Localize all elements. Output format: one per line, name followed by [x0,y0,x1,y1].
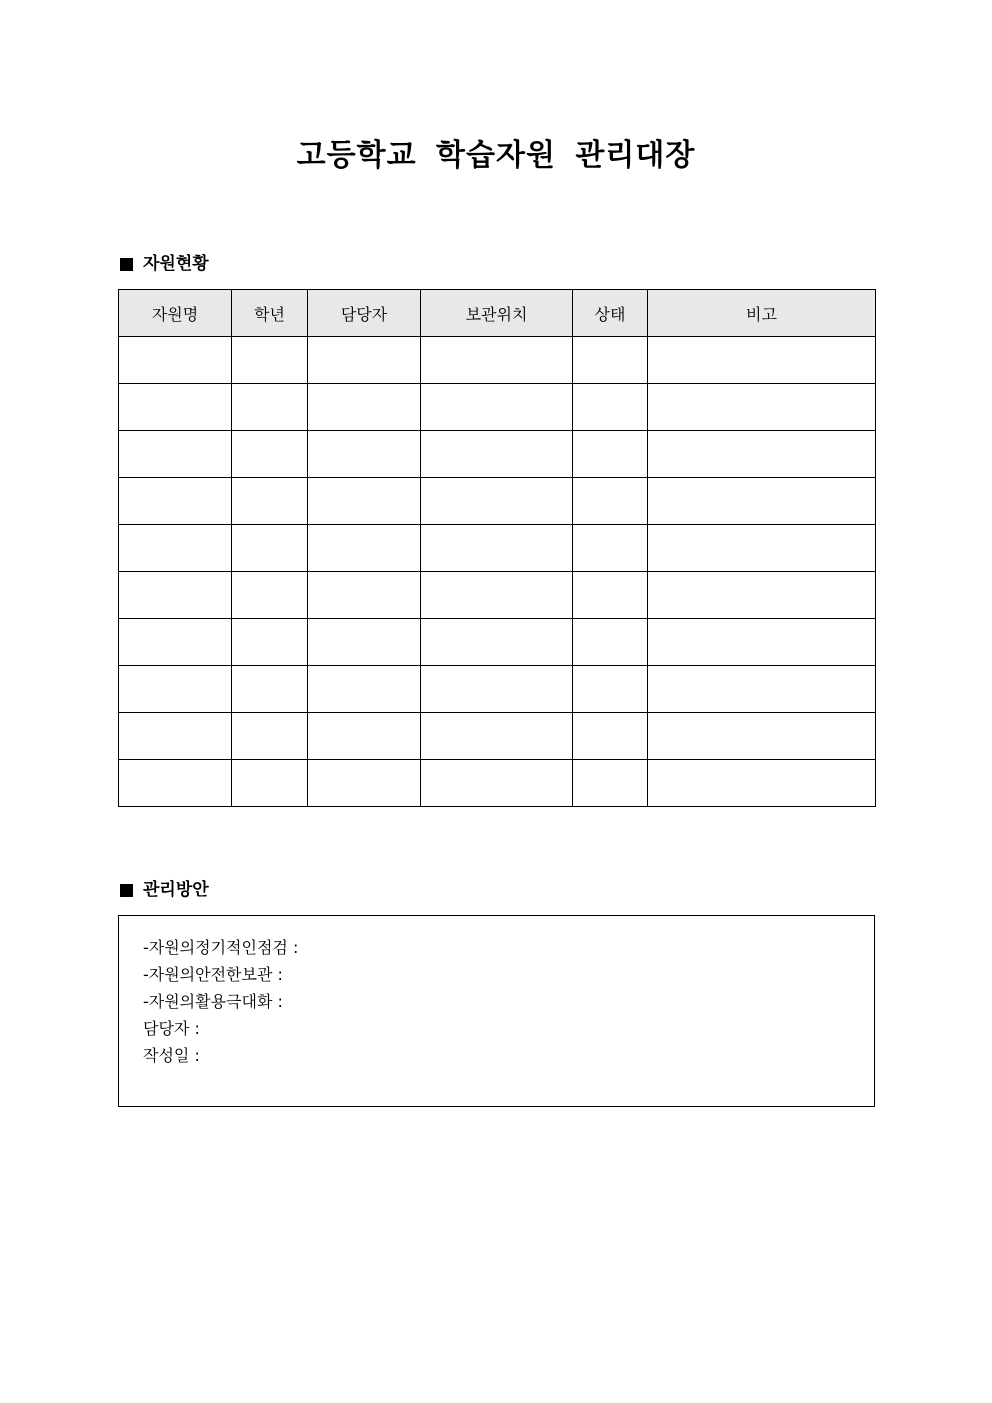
resource-table [118,289,876,807]
table-cell[interactable] [648,713,876,760]
section-heading-management-plan [120,878,209,902]
table-cell[interactable] [308,619,421,666]
table-cell[interactable] [308,384,421,431]
table-cell[interactable] [573,713,648,760]
plan-line-utilization: -자원의활용극대화 : [143,992,283,1011]
table-row [119,760,876,807]
table-row [119,384,876,431]
table-cell[interactable] [232,384,308,431]
table-cell[interactable] [232,619,308,666]
table-cell[interactable] [573,337,648,384]
square-bullet-icon [120,258,133,271]
table-cell[interactable] [119,478,232,525]
table-cell[interactable] [232,713,308,760]
table-cell[interactable] [648,478,876,525]
table-cell[interactable] [232,431,308,478]
table-cell[interactable] [421,431,573,478]
table-cell[interactable] [648,384,876,431]
table-cell[interactable] [119,337,232,384]
column-header-remarks: 비고 [648,290,876,337]
table-cell[interactable] [308,337,421,384]
table-cell[interactable] [119,525,232,572]
table-cell[interactable] [421,478,573,525]
table-cell[interactable] [232,478,308,525]
table-cell[interactable] [119,384,232,431]
table-row [119,525,876,572]
table-cell[interactable] [119,666,232,713]
table-cell[interactable] [119,760,232,807]
table-cell[interactable] [308,431,421,478]
management-plan-box [118,915,875,1107]
plan-line-inspection: -자원의정기적인점검 : [143,938,299,957]
section-heading-resource-status [120,252,209,276]
page-title: 고등학교 학습자원 관리대장 [296,138,696,173]
column-header-resource-name: 자원명 [119,290,232,337]
table-cell[interactable] [573,431,648,478]
table-cell[interactable] [232,337,308,384]
table-cell[interactable] [573,384,648,431]
table-cell[interactable] [421,525,573,572]
table-cell[interactable] [232,666,308,713]
table-cell[interactable] [648,337,876,384]
section-heading-label: 자원현황 [143,254,209,274]
table-cell[interactable] [648,666,876,713]
table-cell[interactable] [648,760,876,807]
table-cell[interactable] [648,572,876,619]
table-row [119,431,876,478]
table-row [119,619,876,666]
table-cell[interactable] [421,760,573,807]
table-row [119,713,876,760]
table-cell[interactable] [573,572,648,619]
table-cell[interactable] [119,619,232,666]
table-cell[interactable] [308,760,421,807]
table-cell[interactable] [648,619,876,666]
plan-lines [143,934,298,1069]
column-header-manager: 담당자 [308,290,421,337]
table-cell[interactable] [421,384,573,431]
table-cell[interactable] [119,431,232,478]
column-header-grade: 학년 [232,290,308,337]
table-cell[interactable] [119,572,232,619]
table-row [119,337,876,384]
table-cell[interactable] [573,619,648,666]
table-cell[interactable] [232,760,308,807]
table-cell[interactable] [421,619,573,666]
table-header-row [119,290,876,337]
table-cell[interactable] [573,666,648,713]
table-cell[interactable] [308,713,421,760]
table-cell[interactable] [421,337,573,384]
table-cell[interactable] [308,525,421,572]
plan-line-storage: -자원의안전한보관 : [143,965,283,984]
table-row [119,572,876,619]
table-cell[interactable] [421,666,573,713]
column-header-location: 보관위치 [421,290,573,337]
table-cell[interactable] [308,572,421,619]
table-row [119,666,876,713]
table-cell[interactable] [421,572,573,619]
table-cell[interactable] [421,713,573,760]
plan-line-date: 작성일 : [143,1046,200,1065]
square-bullet-icon [120,884,133,897]
table-row [119,478,876,525]
table-cell[interactable] [308,478,421,525]
table-cell[interactable] [232,525,308,572]
table-cell[interactable] [648,431,876,478]
plan-line-manager: 담당자 : [143,1019,200,1038]
table-cell[interactable] [573,525,648,572]
table-body [119,337,876,807]
table-cell[interactable] [573,478,648,525]
section-heading-label: 관리방안 [143,880,209,900]
table-cell[interactable] [308,666,421,713]
table-cell[interactable] [573,760,648,807]
table-cell[interactable] [119,713,232,760]
table-cell[interactable] [648,525,876,572]
table-cell[interactable] [232,572,308,619]
column-header-status: 상태 [573,290,648,337]
